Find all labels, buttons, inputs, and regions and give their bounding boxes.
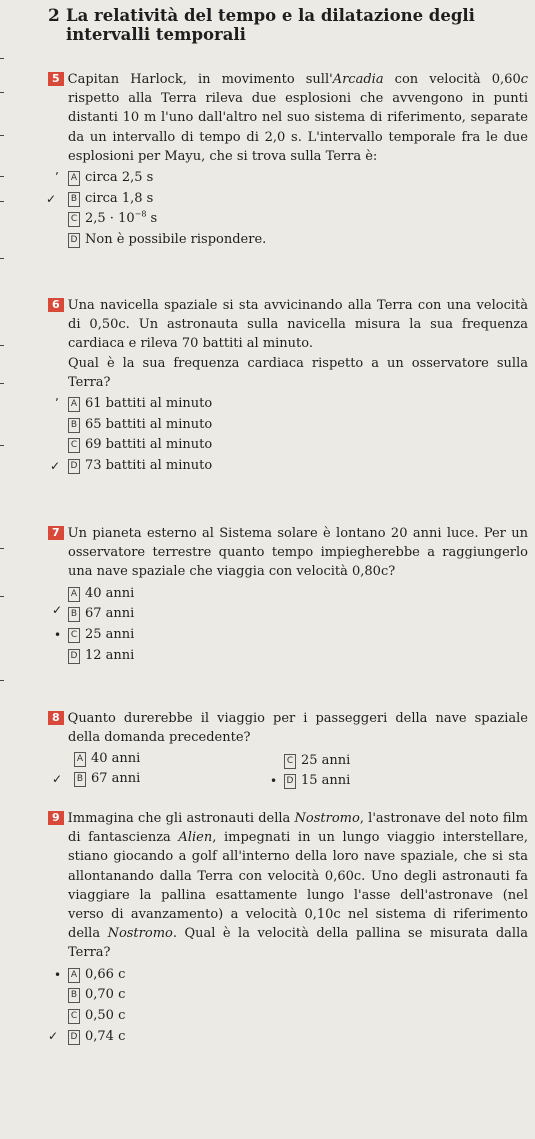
problem-text: 7 Un pianeta esterno al Sistema solare è lontano 20 anni luce. Per un osservatore terrestre quanto tempo impiegherebbe a raggiungerlo una nave spaziale che viaggia con velocità 0,80c? [68,524,528,582]
option-c[interactable]: C 69 battiti al minuto [68,435,528,456]
problem-text: 5 Capitan Harlock, in movimento sull'Arcadia con velocità 0,60c rispetto alla Terra rileva due esplosioni che avvengono in punti distanti 10 m l'uno dall'altro nel suo sistema di riferimento, separate da un intervallo di tempo di 2,0 s. L'intervallo temporale fra le due esplosioni per Mayu, che si trova sulla Terra è: [68,70,528,166]
problem-text: 8 Quanto durerebbe il viaggio per i passeggeri della nave spaziale della domanda precedente? [68,709,528,747]
option-d[interactable]: D Non è possibile rispondere. [68,230,528,251]
problem-5 [46,70,528,251]
handwritten-checkmark: ✓ [46,191,57,206]
problem-text: 9 Immagina che gli astronauti della Nostromo, l'astronave del noto film di fantascienza Alien, impegnati in un lungo viaggio interstellare, stiano giocando a golf all'interno della loro nave spaziale, che si sta allontanando dalla Terra con velocità 0,60c. Uno degli astronauti fa viaggiare la pallina esattamente lungo l'asse dell'astronave (nel verso di avanzamento) a velocità 0,10c nel sistema di riferimento della Nostromo. Qual è la velocità della pallina se misurata dalla Terra? [68,809,528,963]
option-a[interactable]: A 40 anni [74,749,140,770]
option-c[interactable]: C $2,5 \cdot 10^{-8}$ s [68,209,528,230]
margin-mark [0,445,4,446]
option-b[interactable]: ✓ B 67 anni [68,604,528,625]
options-list [52,584,528,667]
option-a[interactable]: • A 0,66 c [54,966,126,982]
option-a[interactable]: A 40 anni [68,584,528,605]
option-d[interactable]: D 12 anni [68,646,528,667]
margin-mark [0,548,4,549]
options-list [50,394,528,477]
option-a[interactable]: ʼ A 61 battiti al minuto [55,396,213,412]
handwritten-checkmark: ✓ [52,603,63,618]
problem-text: 6 Una navicella spaziale si sta avvicinando alla Terra con una velocità di 0,50c. Un astronauta sulla navicella misura la sua frequenza cardiaca e rileva 70 battiti al minuto. [68,296,528,354]
option-c[interactable]: • C 25 anni [54,626,135,642]
problem-number: 6 [48,298,64,312]
problem-6 [50,296,528,477]
problem-8 [52,709,528,789]
problem-number: 7 [48,526,64,540]
margin-mark [0,596,4,597]
option-c[interactable]: C 0,50 c [68,1006,528,1027]
margin-mark [0,135,4,136]
option-b[interactable]: B 0,70 c [68,985,528,1006]
options-list [46,168,528,251]
handwritten-checkmark: ✓ [48,1028,59,1043]
problem-number: 9 [48,811,64,825]
option-c[interactable]: C 25 anni [284,751,350,772]
section-title: La relatività del tempo e la dilatazione degli intervalli temporali [66,6,475,44]
problem-question: Qual è la sua frequenza cardiaca rispetto a un osservatore sulla Terra? [68,355,528,390]
option-d[interactable]: ✓ D 73 battiti al minuto [68,456,528,477]
margin-mark [0,201,4,202]
problem-number: 5 [48,72,64,86]
margin-mark [0,383,4,384]
option-b[interactable]: ✓ B 67 anni [74,769,140,790]
margin-mark [0,258,4,259]
problem-7 [52,524,528,666]
margin-mark [0,58,4,59]
margin-mark [0,345,4,346]
handwritten-checkmark: ✓ [50,459,61,474]
option-a[interactable]: ʼ A circa 2,5 s [55,170,154,186]
options-list [48,965,528,1048]
margin-mark [0,92,4,93]
margin-mark [0,176,4,177]
option-b[interactable]: ✓ B circa 1,8 s [68,189,528,210]
problem-9 [48,809,528,1047]
section-number: 2 [48,6,60,26]
options-grid [52,747,528,789]
option-b[interactable]: B 65 battiti al minuto [68,415,528,436]
handwritten-checkmark: ✓ [52,772,63,787]
margin-mark [0,680,4,681]
option-d[interactable]: • D 15 anni [270,773,351,789]
problem-number: 8 [48,711,64,725]
option-d[interactable]: ✓ D 0,74 c [68,1027,528,1048]
